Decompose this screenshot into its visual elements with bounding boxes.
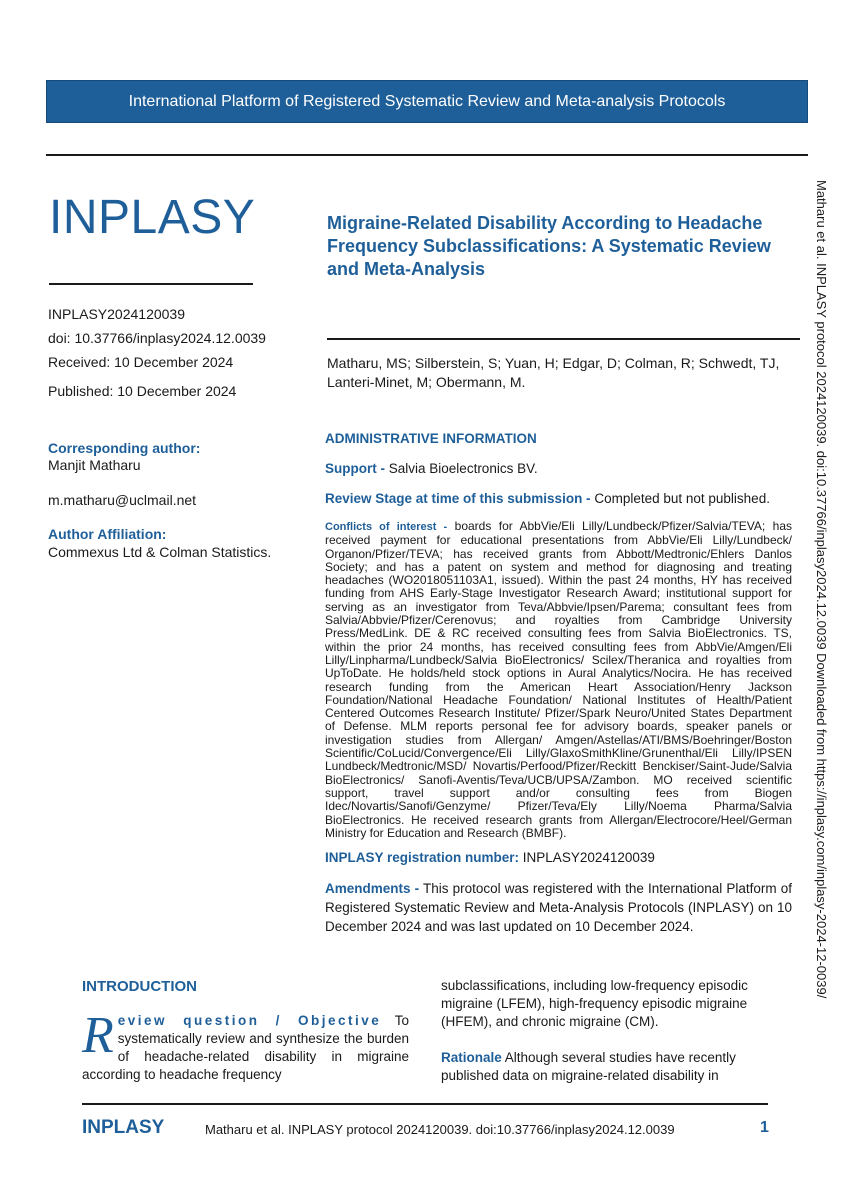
review-stage-label: Review Stage at time of this submission -: [325, 491, 591, 506]
rationale-label: Rationale: [441, 1050, 502, 1065]
header-divider: [46, 154, 808, 156]
registration-id: INPLASY2024120039: [48, 306, 185, 322]
logo-divider: [49, 283, 253, 285]
author-list: Matharu, MS; Silberstein, S; Yuan, H; Edgar, D; Colman, R; Schwedt, TJ, Lanteri-Minet, M; Obermann, M.: [327, 355, 780, 390]
page-number: 1: [760, 1119, 769, 1136]
inplasy-logo: INPLASY: [49, 191, 256, 244]
registration-number-value: INPLASY2024120039: [522, 850, 655, 866]
received-date: Received: 10 December 2024: [48, 354, 234, 370]
review-stage-line: [325, 490, 792, 507]
affiliation: Commexus Ltd & Colman Statistics.: [48, 544, 272, 560]
introduction-column-1: [82, 1007, 409, 1084]
introduction-column-2: [441, 977, 769, 1085]
admin-heading: ADMINISTRATIVE INFORMATION: [325, 431, 537, 446]
footer-citation: Matharu et al. INPLASY protocol 2024120039. doi:10.37766/inplasy2024.12.0039: [205, 1122, 675, 1137]
corresponding-author-name: Manjit Matharu: [48, 457, 141, 473]
corresponding-author-email[interactable]: m.matharu@uclmail.net: [48, 492, 197, 508]
objective-label: eview question / Objective: [117, 1013, 382, 1028]
objective-text: To systematically review and synthesize the burden of headache-related disability in migraine according to headache frequency: [82, 1013, 409, 1082]
support-line: [325, 460, 792, 477]
amendments-label: Amendments -: [325, 881, 420, 897]
footer-divider: [82, 1103, 768, 1105]
amendments-text: This protocol was registered with the International Platform of Registered Systematic Review and Meta-Analysis Protocols (INPLASY) on 10 December 2024 and was last updated on 10 December 2024.: [325, 881, 792, 935]
corresponding-author-label: Corresponding author:: [48, 440, 201, 456]
amendments-paragraph: [325, 879, 792, 936]
registration-number-label: INPLASY registration number:: [325, 850, 520, 866]
footer-logo: INPLASY: [82, 1117, 165, 1138]
published-date: Published: 10 December 2024: [48, 383, 237, 399]
title-divider: [327, 338, 800, 340]
affiliation-label: Author Affiliation:: [48, 526, 167, 542]
support-text: Salvia Bioelectronics BV.: [388, 461, 538, 476]
rationale-paragraph: [441, 1049, 769, 1085]
paper-title: Migraine-Related Disability According to Headache Frequency Subclassifications: A Systematic Review and Meta-Analysis: [327, 213, 771, 279]
rationale-text: Although several studies have recently published data on migraine-related disability in: [441, 1050, 736, 1083]
conflicts-text: boards for AbbVie/Eli Lilly/Lundbeck/Pfizer/Salvia/TEVA; has received payment for educational presentations from AbbVie/Eli Lilly/Lundbeck/ Organon/Pfizer/TEVA; has received grants from Abbott/Medtronic/Ehlers Danlos Society; and has a patent on system and method for diagnosing and treating headaches (WO2018051103A1, issued). Within the past 24 months, HY has received funding from AHS Early-Stage Investigator Research Award; institutional support for serving as an investigator from Teva/Abbvie/Ipsen/Parema; consultant fees from Salvia/Abbvie/Pfizer/Cerenovus; and royalties from Cambridge University Press/MedLink. DE & RC received consulting fees from Salvia BioElectronics. TS, within the prior 24 months, has received consulting fees from AbbVie/Amgen/Eli Lilly/Linpharma/Lundbeck/Salvia BioElectronics/ Scilex/Theranica and royalties from UpToDate. He holds/held stock options in Aural Analytics/Nocira. He has received research funding from the American Heart Association/Henry Jackson Foundation/National Headache Foundation/ National Institutes of Health/Patient Centered Outcomes Research Institute/ Pfizer/Spark Neuro/United States Department of Defense. MLM reports personal fee for advisory boards, speaker panels or investigation studies from Allergan/ Amgen/Astellas/ATI/BMS/Boehringer/Boston Scientific/CoLucid/Convergence/Eli Lilly/GlaxoSmithKline/Grunenthal/Eli Lilly/IPSEN Lundbeck/Medtronic/MSD/ Novartis/Perfood/Pfizer/Reckitt Benckiser/Saint-Jude/Salvia BioElectronics/ Sanofi-Aventis/Teva/UCB/UPSA/Zambon. MO received scientific support, travel support and/or consulting fees from Biogen Idec/Novartis/Sanofi/Genzyme/ Pfizer/Teva/Ely Lilly/Noema Pharma/Salvia BioElectronics. He received research grants from Allergan/Electrocore/Heel/German Ministry for Education and Research (BMBF).: [325, 519, 792, 840]
drop-cap: R: [82, 1007, 114, 1064]
side-citation: Matharu et al. INPLASY protocol 2024120039. doi:10.37766/inplasy2024.12.0039 Downloaded from https://inplasy.com/inplasy-2024-12-0039/: [814, 180, 829, 999]
conflicts-label: Conflicts of interest -: [325, 521, 448, 533]
registration-number-line: [325, 849, 792, 866]
doi: doi: 10.37766/inplasy2024.12.0039: [48, 330, 266, 346]
administrative-information: [325, 430, 792, 936]
conflicts-paragraph: [325, 520, 792, 840]
support-label: Support -: [325, 461, 385, 476]
journal-banner: International Platform of Registered Systematic Review and Meta-analysis Protocols: [46, 80, 808, 123]
review-stage-text: Completed but not published.: [594, 491, 770, 506]
introduction-heading: INTRODUCTION: [82, 978, 197, 995]
subclassification-text: subclassifications, including low-frequency episodic migraine (LFEM), high-frequency episodic migraine (HFEM), and chronic migraine (CM).: [441, 978, 748, 1029]
